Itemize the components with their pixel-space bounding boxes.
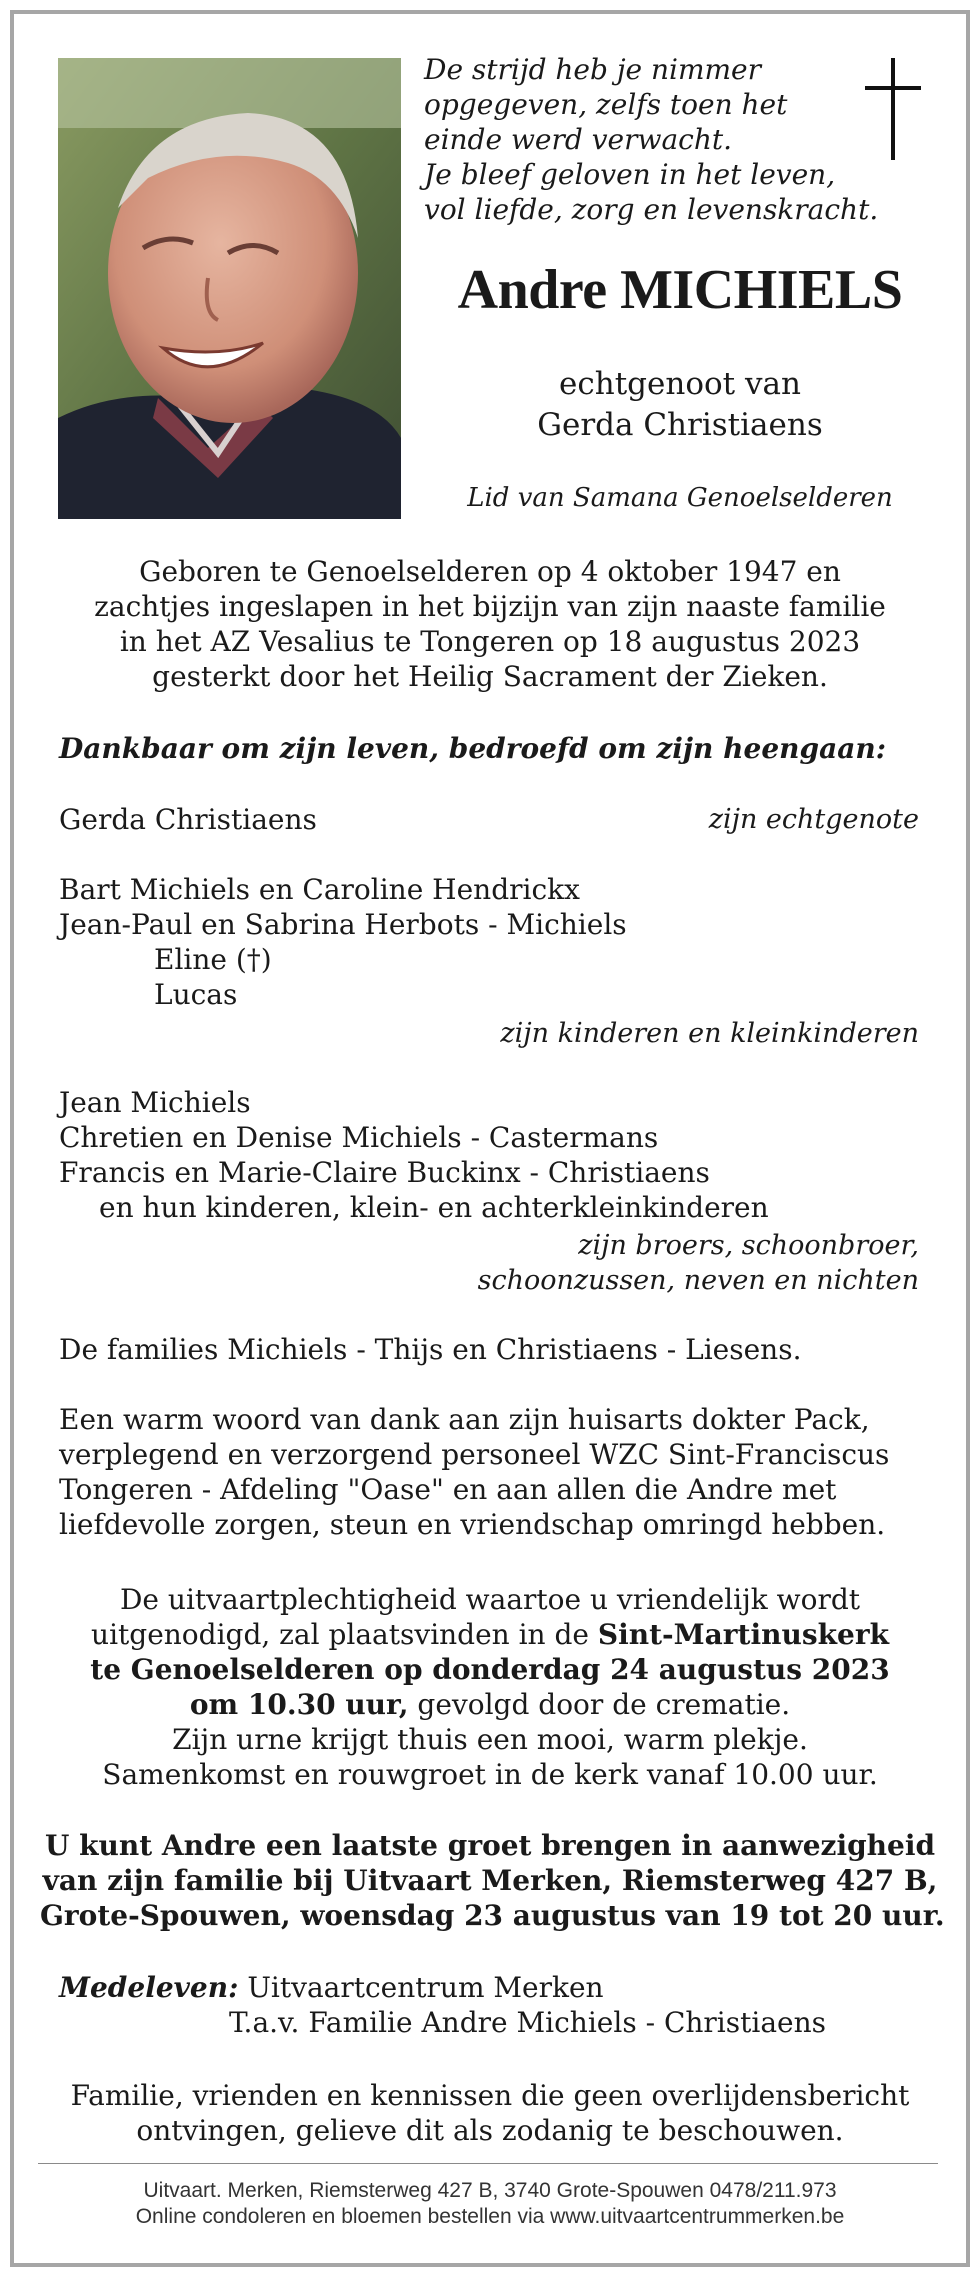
spouse-header [440,364,920,446]
text-line: gesterkt door het Heilig Sacrament der Zieken. [152,660,828,693]
poem [424,52,879,227]
text-line: liefdevolle zorgen, steun en vriendschap omringd hebben. [59,1508,886,1541]
text-line: U kunt Andre een laatste groet brengen in aanwezigheid [44,1829,936,1862]
membership: Lid van Samana Genoelselderen [467,483,893,513]
poem-line: vol liefde, zorg en levenskracht. [424,193,879,226]
text-line [40,1687,940,1722]
text-line: De uitvaartplechtigheid waartoe u vriendelijk wordt [119,1583,861,1616]
funeral-info [40,1582,940,1792]
text-line: verplegend en verzorgend personeel WZC Sint-Franciscus [59,1438,890,1471]
visit-info [40,1828,945,1933]
text-line: zachtjes ingeslapen in het bijzijn van zijn naaste familie [94,590,886,623]
church-name: Sint-Martinuskerk [597,1618,889,1651]
sibling: Jean Michiels [59,1086,251,1119]
siblings-relation [478,1228,919,1298]
text-line: Familie, vrienden en kennissen die geen overlijdensbericht [70,2079,910,2112]
birth-death-text [40,554,940,694]
poem-line: De strijd heb je nimmer [424,53,762,86]
families-line: De families Michiels - Thijs en Christiaens - Liesens. [59,1333,802,1366]
condolence-line [59,1970,919,2005]
condolence-recipient: Uitvaartcentrum Merken [238,1971,604,2004]
text-line: van zijn familie bij Uitvaart Merken, Riemsterweg 427 B, [42,1864,938,1897]
spouse-entry-name: Gerda Christiaens [59,803,317,836]
child: Jean-Paul en Sabrina Herbots - Michiels [59,908,627,941]
text-line: Grote-Spouwen, woensdag 23 augustus van 19 tot 20 uur. [40,1899,945,1932]
closing-note [40,2078,940,2148]
funeral-date: te Genoelselderen op donderdag 24 augustus 2023 [90,1653,890,1686]
portrait-photo [58,58,401,519]
relation-line: zijn broers, schoonbroer, [578,1230,919,1261]
text-line [40,1617,940,1652]
children-relation: zijn kinderen en kleinkinderen [500,1018,919,1049]
relation-line: schoonzussen, neven en nichten [477,1265,919,1296]
deceased-name: Andre MICHIELS [457,259,903,321]
poem-line: einde werd verwacht. [424,123,732,156]
spouse-line: Gerda Christiaens [537,407,823,443]
condolence-attention: T.a.v. Familie Andre Michiels - Christiaens [229,2006,826,2039]
text-line: Een warm woord van dank aan zijn huisarts dokter Pack, [59,1403,870,1436]
children-list [59,872,919,1012]
funeral-time: om 10.30 uur, [189,1688,409,1721]
condolence-label: Medeleven: [59,1971,239,2004]
cross-icon [865,58,921,160]
text-line: Zijn urne krijgt thuis een mooi, warm plekje. [172,1723,808,1756]
siblings-descendants: en hun kinderen, klein- en achterkleinkinderen [99,1191,769,1224]
text-line: Geboren te Genoelselderen op 4 oktober 1947 en [139,555,841,588]
sibling: Chretien en Denise Michiels - Castermans [59,1121,659,1154]
footer-address: Uitvaart. Merken, Riemsterweg 427 B, 3740 Grote-Spouwen 0478/211.973 [143,2179,837,2202]
grandchild: Eline (†) [154,943,272,976]
spouse-line: echtgenoot van [559,366,801,402]
text-line: in het AZ Vesalius te Tongeren op 18 augustus 2023 [119,625,861,658]
spouse-entry-relation: zijn echtgenote [708,804,919,835]
text-line: ontvingen, gelieve dit als zodanig te beschouwen. [136,2114,844,2147]
text-line: Samenkomst en rouwgroet in de kerk vanaf 10.00 uur. [102,1758,878,1791]
grandchild: Lucas [154,978,238,1011]
text-part: uitgenodigd, zal plaatsvinden in de [91,1618,598,1651]
condolence-address [59,1970,919,2040]
poem-line: Je bleef geloven in het leven, [424,158,836,191]
footer [40,2178,940,2230]
child: Bart Michiels en Caroline Hendrickx [59,873,580,906]
thanks-text [59,1402,919,1542]
footer-divider [38,2163,938,2164]
sibling: Francis en Marie-Claire Buckinx - Christiaens [59,1156,710,1189]
poem-line: opgegeven, zelfs toen het [424,88,788,121]
footer-website: Online condoleren en bloemen bestellen via www.uitvaartcentrummerken.be [135,2205,845,2228]
text-part: gevolgd door de crematie. [408,1688,791,1721]
text-line: Tongeren - Afdeling "Oase" en aan allen die Andre met [59,1473,837,1506]
intro-line: Dankbaar om zijn leven, bedroefd om zijn heengaan: [59,732,887,765]
siblings-list [59,1085,919,1225]
